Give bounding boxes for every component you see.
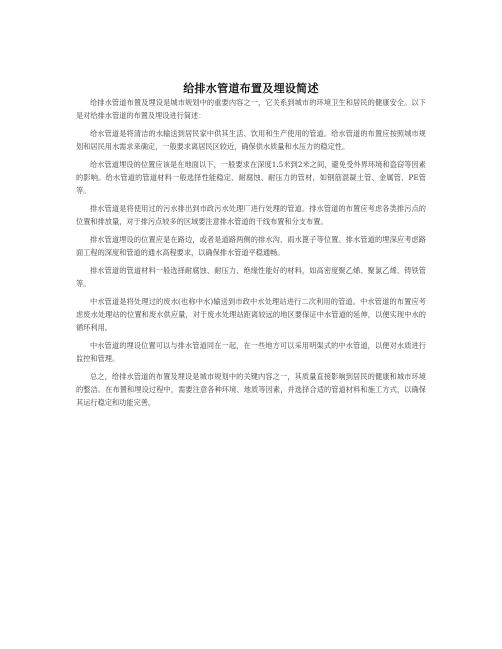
paragraph-drainage-burial: 排水管道埋设的位置应是在路边，或者是道路两侧的排水沟、雨水篦子等位置。排水管道的埋深应考虑路面工程的深度和管道的通水高程要求，以确保排水管道平稳通畅。 — [76, 235, 426, 257]
paragraph-conclusion: 总之，给排水管道的布置及埋设是城市规划中的关键内容之一，其质量直接影响到居民的健康和城市环境的整洁。在布置和埋设过程中，需要注意各种环境、地质等因素，并选择合适的管道材料和施工方式，以确保其运行稳定和功能完善。 — [76, 372, 426, 407]
paragraph-drainage-layout: 排水管道是将使用过的污水排出到市政污水处理厂进行处理的管道。排水管道的布置应考虑各类排污点的位置和排放量，对于排污点较多的区域要注意排水管道的干线布置和分支布置。 — [76, 204, 426, 226]
paragraph-water-supply-layout: 给水管道是将清洁的水输送到居民家中供其生活、饮用和生产使用的管道。给水管道的布置应按照城市规划和居民用水需求来确定，一般要求离居民区较近，确保供水质量和水压力的稳定性。 — [76, 129, 426, 151]
paragraph-water-supply-burial: 给水管道埋设的位置应该是在地面以下，一般要求在深度1.5米到2米之间，避免受外界环境和盗窃等因素的影响。给水管道的管道材料一般选择性能稳定、耐腐蚀、耐压力的管材，如钢筋混凝土管、金属管、PE管等。 — [76, 160, 426, 195]
document-body — [76, 96, 426, 414]
paragraph-drainage-materials: 排水管道的管道材料一般选择耐腐蚀、耐压力、绝缘性能好的材料，如高密度聚乙烯、聚氯乙烯、铸铁管等。 — [76, 266, 426, 288]
paragraph-reclaimed-water-burial: 中水管道的埋设位置可以与排水管道同在一起，在一些地方可以采用明渠式的中水管道，以便对水质进行监控和管理。 — [76, 341, 426, 363]
paragraph-reclaimed-water-layout: 中水管道是将处理过的废水(也称中水)输送到市政中水处理站进行二次利用的管道。中水管道的布置应考虑废水处理站的位置和废水供应量，对于废水处理站距离较远的地区要保证中水管道的延伸，以便实现中水的循环利用。 — [76, 297, 426, 332]
document-title: 给排水管道布置及埋设简述 — [183, 82, 319, 95]
paragraph-intro: 给排水管道布置及埋设是城市规划中的重要内容之一，它关系到城市的环境卫生和居民的健康安全。以下是对给排水管道的布置及埋设进行简述： — [76, 98, 426, 120]
